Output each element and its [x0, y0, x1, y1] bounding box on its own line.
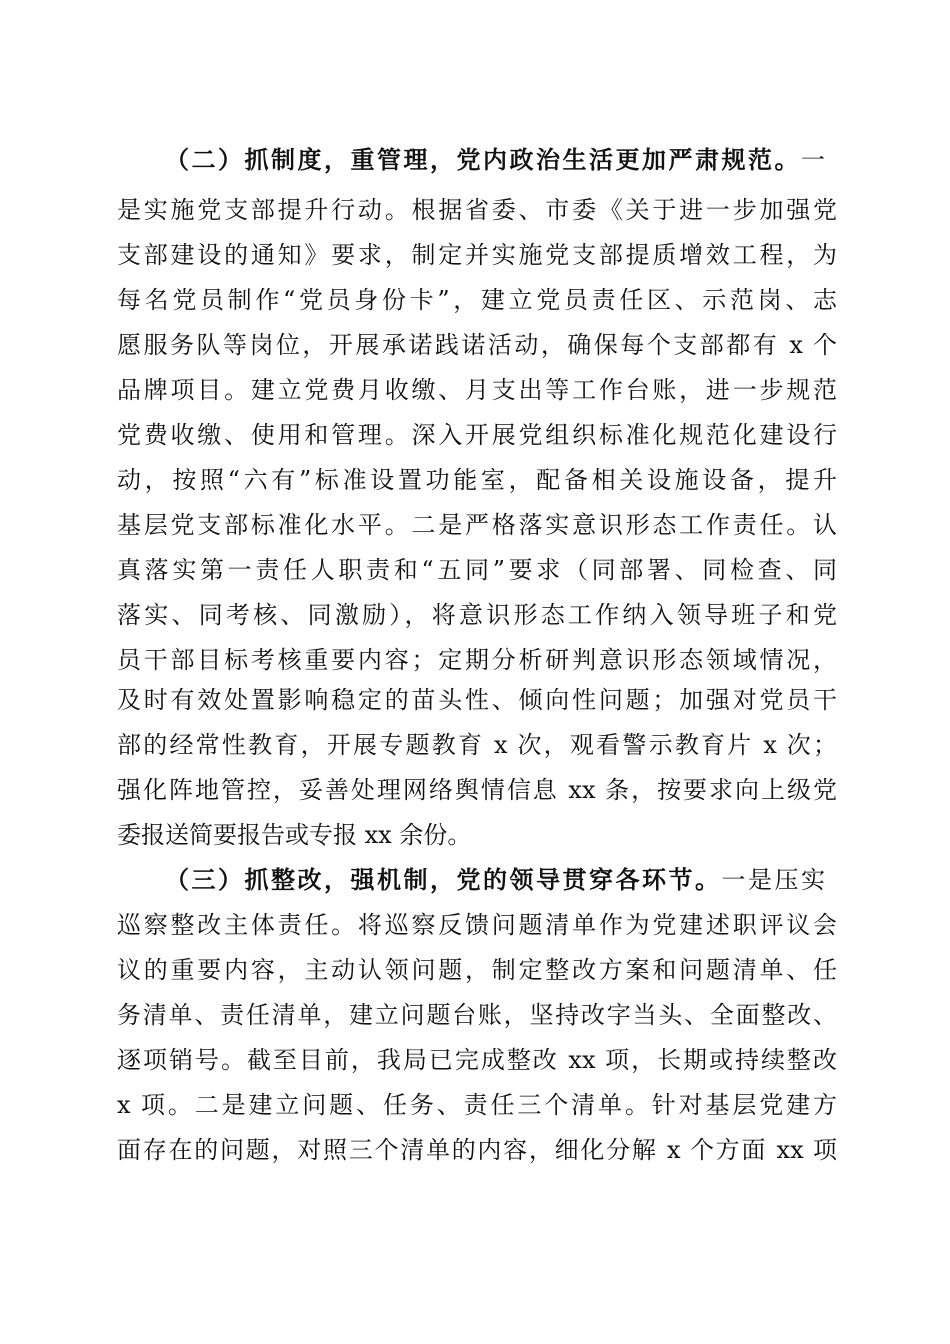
- paragraph-1-line-2: 是实施党支部提升行动。根据省委、市委《关于进一步加强党: [117, 196, 837, 224]
- paragraph-2-line-3: 议的重要内容，主动认领问题，制定整改方案和问题清单、任: [117, 956, 837, 984]
- paragraph-1-line-1: [165, 140, 825, 180]
- paragraph-1-line-6: 品牌项目。建立党费月收缴、月支出等工作台账，进一步规范: [117, 376, 837, 404]
- paragraph-1-line-9: 基层党支部标准化水平。二是严格落实意识形态工作责任。认: [117, 511, 837, 539]
- paragraph-1-line-8: 动，按照“六有”标准设置功能室，配备相关设施设备，提升: [117, 466, 837, 494]
- paragraph-2-line-4: 务清单、责任清单，建立问题台账，坚持改字当头、全面整改、: [117, 1001, 837, 1029]
- paragraph-1-line-15: 强化阵地管控，妥善处理网络舆情信息 xx 条，按要求向上级党: [117, 776, 837, 804]
- paragraph-2-line-7: 面存在的问题，对照三个清单的内容，细化分解 x 个方面 xx 项: [117, 1136, 837, 1164]
- paragraph-1-line-4: 每名党员制作“党员身份卡”，建立党员责任区、示范岗、志: [117, 286, 837, 314]
- paragraph-1-line-11: 落实、同考核、同激励），将意识形态工作纳入领导班子和党: [117, 601, 837, 629]
- paragraph-2-line-2: 巡察整改主体责任。将巡察反馈问题清单作为党建述职评议会: [117, 911, 837, 939]
- paragraph-2-heading-tail: 一是压实: [721, 866, 825, 894]
- paragraph-1-line-16: 委报送简要报告或专报 xx 余份。: [117, 821, 472, 849]
- paragraph-1-line-13: 及时有效处置影响稳定的苗头性、倾向性问题；加强对党员干: [117, 686, 837, 714]
- paragraph-1-line-7: 党费收缴、使用和管理。深入开展党组织标准化规范化建设行: [117, 421, 837, 449]
- paragraph-1-line-10: 真落实第一责任人职责和“五同”要求（同部署、同检查、同: [117, 556, 837, 584]
- paragraph-1-heading-tail: 一: [801, 146, 825, 174]
- paragraph-2-line-1: [165, 860, 825, 900]
- paragraph-1-line-5: 愿服务队等岗位，开展承诺践诺活动，确保每个支部都有 x 个: [117, 331, 837, 359]
- paragraph-1-line-12: 员干部目标考核重要内容；定期分析研判意识形态领域情况，: [117, 646, 837, 674]
- paragraph-1-line-14: 部的经常性教育，开展专题教育 x 次，观看警示教育片 x 次；: [117, 731, 837, 759]
- paragraph-2-line-6: x 项。二是建立问题、任务、责任三个清单。针对基层党建方: [117, 1091, 837, 1119]
- paragraph-1-line-3: 支部建设的通知》要求，制定并实施党支部提质增效工程，为: [117, 241, 837, 269]
- paragraph-1-heading: （二）抓制度，重管理，党内政治生活更加严肃规范。: [165, 145, 801, 174]
- paragraph-2-line-5: 逐项销号。截至目前，我局已完成整改 xx 项，长期或持续整改: [117, 1046, 837, 1074]
- paragraph-2-heading: （三）抓整改，强机制，党的领导贯穿各环节。: [165, 865, 722, 894]
